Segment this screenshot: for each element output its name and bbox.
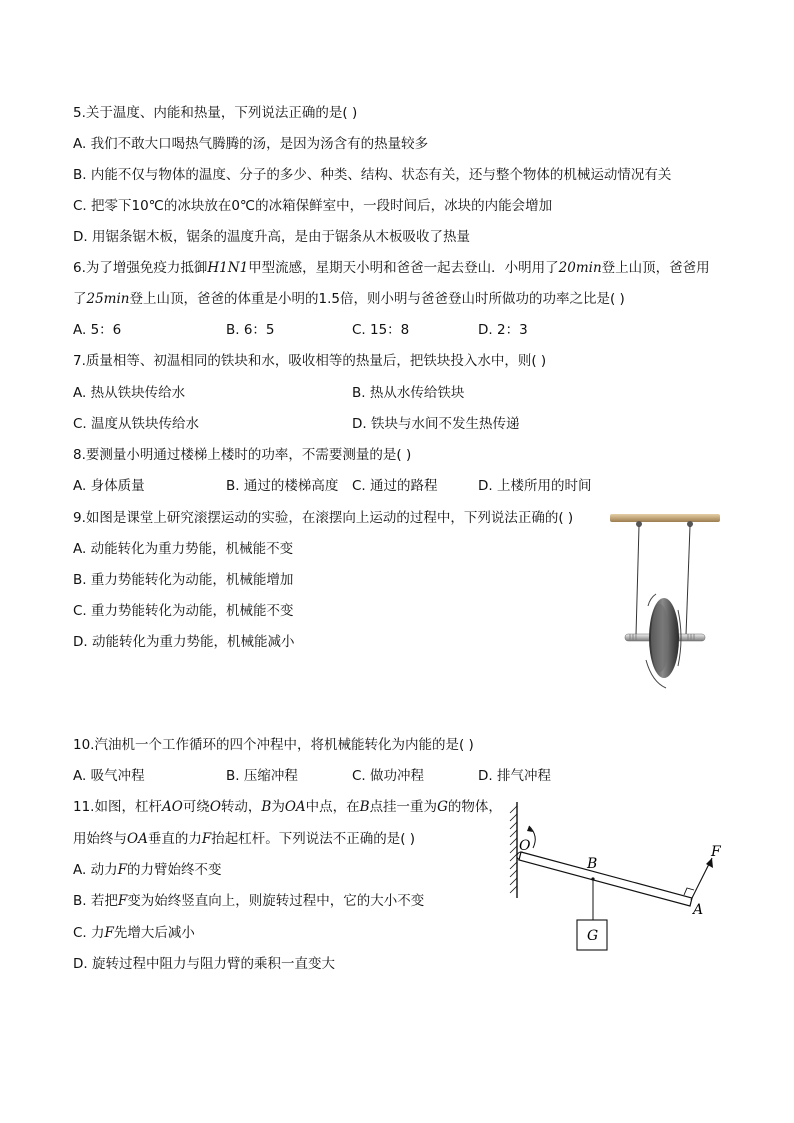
lever-figure [505,798,733,958]
q9-option-b: B. 重力势能转化为动能，机械能增加 [73,572,294,588]
q11-stem-line2: 用始终与OA垂直的力F抬起杠杆。下列说法不正确的是( ) [73,831,416,847]
label-f: F [711,844,721,860]
q8-option-b: B. 通过的楼梯高度 [226,478,339,494]
q11-option-a: A. 动力F的力臂始终不变 [73,862,222,878]
label-g: G [587,928,599,944]
maxwell-pendulum-figure [608,510,723,700]
q8-option-c: C. 通过的路程 [352,478,438,494]
q6-stem-line2: 了25min登上山顶，爸爸的体重是小明的1.5倍，则小明与爸爸登山时所做功的功率之比是( ) [73,291,625,307]
q11-option-c: C. 力F先增大后减小 [73,925,195,941]
q9-option-c: C. 重力势能转化为动能，机械能不变 [73,603,294,619]
q10-option-d: D. 排气冲程 [478,768,551,784]
q7-option-d: D. 铁块与水间不发生热传递 [352,416,520,432]
q9-option-d: D. 动能转化为重力势能，机械能减小 [73,634,295,650]
q7-option-b: B. 热从水传给铁块 [352,385,465,401]
q5-option-c: C. 把零下10℃的冰块放在0℃的冰箱保鲜室中，一段时间后，冰块的内能会增加 [73,198,553,214]
q8-stem: 8.要测量小明通过楼梯上楼时的功率，不需要测量的是( ) [73,447,412,463]
q9-stem: 9.如图是课堂上研究滚摆运动的实验，在滚摆向上运动的过程中，下列说法正确的( ) [73,510,574,526]
q6-stem-line1: 6.为了增强免疫力抵御H1N1甲型流感，星期天小明和爸爸一起去登山．小明用了20min登上山顶，爸爸用 [73,260,710,276]
q11-option-d: D. 旋转过程中阻力与阻力臂的乘积一直变大 [73,956,335,972]
q7-option-c: C. 温度从铁块传给水 [73,416,200,432]
q10-stem: 10.汽油机一个工作循环的四个冲程中，将机械能转化为内能的是( ) [73,737,474,753]
q5-stem: 5.关于温度、内能和热量，下列说法正确的是( ) [73,105,358,121]
q5-option-a: A. 我们不敢大口喝热气腾腾的汤，是因为汤含有的热量较多 [73,136,429,152]
q7-stem: 7.质量相等、初温相同的铁块和水，吸收相等的热量后，把铁块投入水中，则( ) [73,353,547,369]
q5-option-b: B. 内能不仅与物体的温度、分子的多少、种类、结构、状态有关，还与整个物体的机械运动情况有关 [73,167,672,183]
q10-option-c: C. 做功冲程 [352,768,425,784]
q11-stem-line1: 11.如图，杠杆AO可绕O转动，B为OA中点，在B点挂一重为G的物体， [73,799,502,815]
q9-option-a: A. 动能转化为重力势能，机械能不变 [73,541,294,557]
label-o: O [519,838,531,854]
q5-option-d: D. 用锯条锯木板，锯条的温度升高，是由于锯条从木板吸收了热量 [73,229,470,245]
q10-option-a: A. 吸气冲程 [73,768,145,784]
q10-option-b: B. 压缩冲程 [226,768,298,784]
q6-option-b: B. 6：5 [226,322,275,338]
support-bar [610,514,720,522]
q6-option-d: D. 2：3 [478,322,528,338]
q7-option-a: A. 热从铁块传给水 [73,385,186,401]
q6-option-c: C. 15：8 [352,322,410,338]
q11-option-b: B. 若把F变为始终竖直向上，则旋转过程中，它的大小不变 [73,893,425,909]
q8-option-a: A. 身体质量 [73,478,145,494]
lever-bar [519,852,692,906]
label-b: B [587,856,598,872]
label-a: A [693,902,704,918]
q6-option-a: A. 5：6 [73,322,122,338]
q8-option-d: D. 上楼所用的时间 [478,478,592,494]
